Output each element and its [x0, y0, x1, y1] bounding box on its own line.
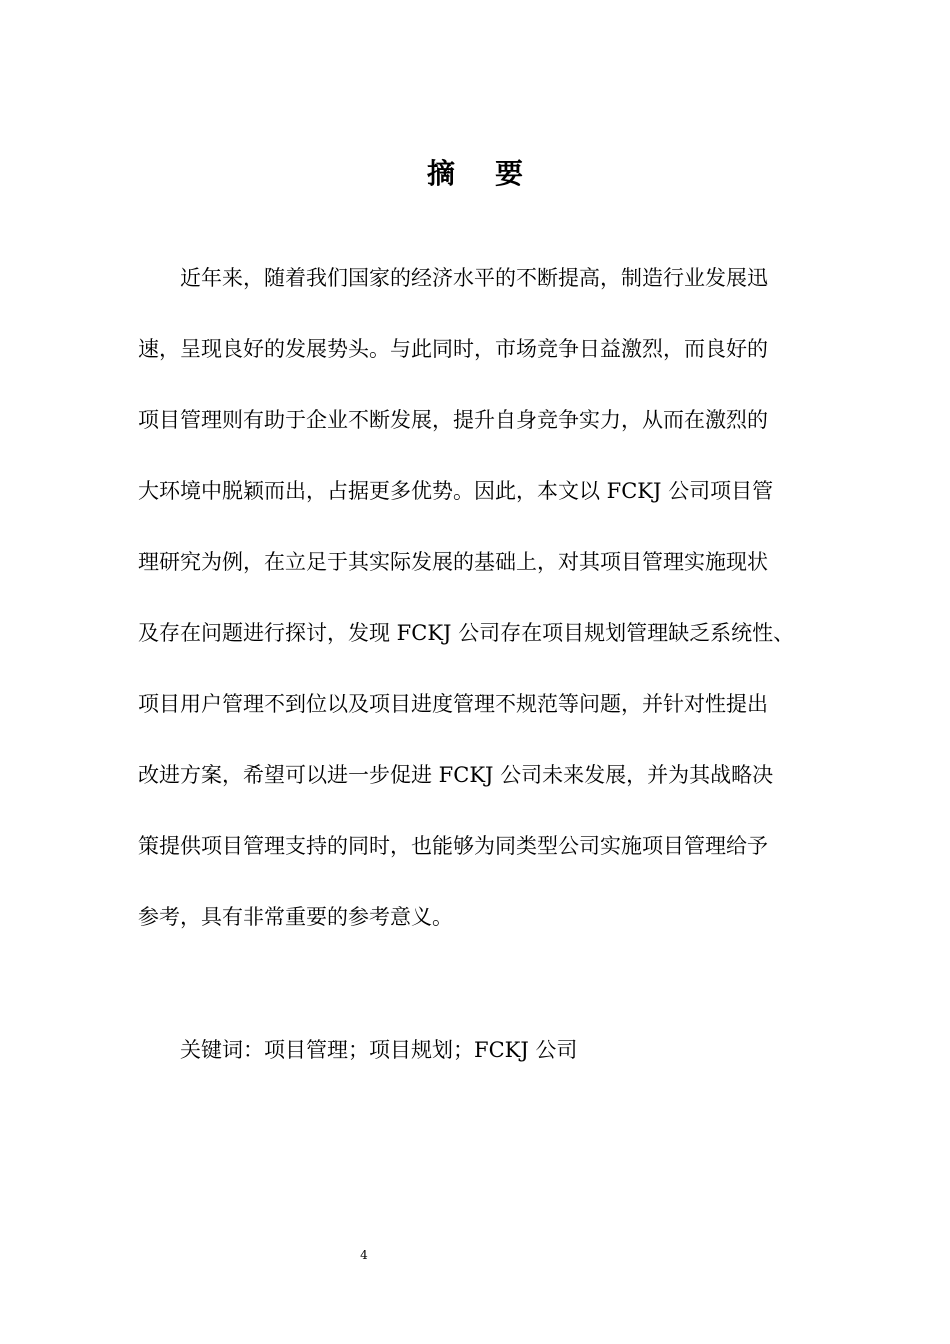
abstract-line: 及存在问题进行探讨，发现 FCKJ 公司存在项目规划管理缺乏系统性、: [138, 621, 795, 645]
abstract-line: 近年来，随着我们国家的经济水平的不断提高，制造行业发展迅: [180, 266, 768, 290]
keywords-label: 关键词：: [180, 1038, 264, 1062]
keywords-line: [180, 1030, 577, 1070]
title-char-2: 要: [495, 157, 524, 190]
keywords-value: 项目管理；项目规划；FCKJ 公司: [264, 1038, 578, 1062]
abstract-line: 改进方案，希望可以进一步促进 FCKJ 公司未来发展，并为其战略决: [138, 763, 774, 787]
abstract-line: 理研究为例，在立足于其实际发展的基础上，对其项目管理实施现状: [138, 550, 768, 574]
abstract-body: [138, 258, 824, 968]
abstract-line: 大环境中脱颖而出，占据更多优势。因此，本文以 FCKJ 公司项目管: [138, 479, 774, 503]
abstract-line: 项目用户管理不到位以及项目进度管理不规范等问题，并针对性提出: [138, 692, 768, 716]
abstract-line: 项目管理则有助于企业不断发展，提升自身竞争实力，从而在激烈的: [138, 408, 768, 432]
abstract-line: 策提供项目管理支持的同时，也能够为同类型公司实施项目管理给予: [138, 834, 768, 858]
title-char-1: 摘: [426, 157, 455, 190]
abstract-line: 速，呈现良好的发展势头。与此同时，市场竞争日益激烈，而良好的: [138, 337, 768, 361]
page-number: 4: [360, 1248, 368, 1262]
page-title: [0, 152, 950, 196]
abstract-line: 参考，具有非常重要的参考意义。: [138, 905, 453, 929]
